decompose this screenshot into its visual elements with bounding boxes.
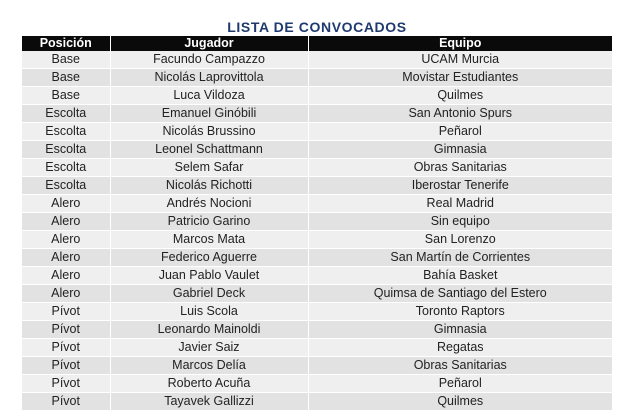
cell-player: Juan Pablo Vaulet — [110, 267, 308, 285]
table-row — [22, 321, 612, 339]
cell-player: Gabriel Deck — [110, 285, 308, 303]
cell-team: Peñarol — [308, 123, 612, 141]
cell-player: Selem Safar — [110, 159, 308, 177]
cell-position: Alero — [22, 195, 110, 213]
cell-player: Roberto Acuña — [110, 375, 308, 393]
column-header-position: Posición — [22, 36, 110, 51]
cell-team: San Martín de Corrientes — [308, 249, 612, 267]
cell-position: Escolta — [22, 141, 110, 159]
cell-player: Marcos Delía — [110, 357, 308, 375]
header-row — [22, 36, 612, 51]
table-row — [22, 303, 612, 321]
cell-position: Pívot — [22, 357, 110, 375]
roster-table — [22, 36, 612, 411]
cell-team: Gimnasia — [308, 321, 612, 339]
table-row — [22, 195, 612, 213]
cell-team: Iberostar Tenerife — [308, 177, 612, 195]
cell-position: Alero — [22, 231, 110, 249]
column-header-player: Jugador — [110, 36, 308, 51]
cell-team: Real Madrid — [308, 195, 612, 213]
table-row — [22, 87, 612, 105]
table-row — [22, 159, 612, 177]
cell-player: Luis Scola — [110, 303, 308, 321]
table-header — [22, 36, 612, 51]
cell-team: Gimnasia — [308, 141, 612, 159]
roster-container — [22, 18, 612, 411]
cell-player: Leonardo Mainoldi — [110, 321, 308, 339]
table-row — [22, 285, 612, 303]
table-row — [22, 69, 612, 87]
cell-team: San Antonio Spurs — [308, 105, 612, 123]
cell-player: Tayavek Gallizzi — [110, 393, 308, 411]
table-row — [22, 213, 612, 231]
cell-position: Escolta — [22, 105, 110, 123]
cell-team: Obras Sanitarias — [308, 357, 612, 375]
cell-player: Federico Aguerre — [110, 249, 308, 267]
table-row — [22, 141, 612, 159]
table-row — [22, 357, 612, 375]
cell-team: Toronto Raptors — [308, 303, 612, 321]
table-row — [22, 267, 612, 285]
cell-player: Facundo Campazzo — [110, 51, 308, 69]
table-body — [22, 51, 612, 411]
table-row — [22, 249, 612, 267]
cell-team: Bahía Basket — [308, 267, 612, 285]
column-header-team: Equipo — [308, 36, 612, 51]
cell-player: Emanuel Ginóbili — [110, 105, 308, 123]
cell-team: Quimsa de Santiago del Estero — [308, 285, 612, 303]
cell-team: Obras Sanitarias — [308, 159, 612, 177]
cell-position: Alero — [22, 249, 110, 267]
cell-team: Movistar Estudiantes — [308, 69, 612, 87]
table-row — [22, 105, 612, 123]
cell-team: Peñarol — [308, 375, 612, 393]
table-row — [22, 231, 612, 249]
table-row — [22, 339, 612, 357]
cell-team: Regatas — [308, 339, 612, 357]
cell-player: Marcos Mata — [110, 231, 308, 249]
cell-position: Escolta — [22, 123, 110, 141]
cell-player: Nicolás Laprovittola — [110, 69, 308, 87]
table-row — [22, 51, 612, 69]
cell-player: Luca Vildoza — [110, 87, 308, 105]
cell-position: Pívot — [22, 393, 110, 411]
cell-team: Quilmes — [308, 393, 612, 411]
cell-player: Nicolás Richotti — [110, 177, 308, 195]
cell-team: Sin equipo — [308, 213, 612, 231]
cell-player: Nicolás Brussino — [110, 123, 308, 141]
cell-position: Base — [22, 51, 110, 69]
table-row — [22, 123, 612, 141]
cell-position: Alero — [22, 213, 110, 231]
table-row — [22, 177, 612, 195]
cell-position: Pívot — [22, 321, 110, 339]
cell-position: Base — [22, 69, 110, 87]
page-title: LISTA DE CONVOCADOS — [227, 19, 407, 35]
cell-team: Quilmes — [308, 87, 612, 105]
cell-position: Alero — [22, 267, 110, 285]
cell-team: San Lorenzo — [308, 231, 612, 249]
cell-position: Base — [22, 87, 110, 105]
cell-player: Patricio Garino — [110, 213, 308, 231]
cell-position: Pívot — [22, 375, 110, 393]
cell-position: Alero — [22, 285, 110, 303]
table-row — [22, 375, 612, 393]
cell-player: Javier Saiz — [110, 339, 308, 357]
table-row — [22, 393, 612, 411]
cell-team: UCAM Murcia — [308, 51, 612, 69]
cell-position: Escolta — [22, 177, 110, 195]
cell-position: Escolta — [22, 159, 110, 177]
cell-player: Andrés Nocioni — [110, 195, 308, 213]
cell-position: Pívot — [22, 339, 110, 357]
cell-player: Leonel Schattmann — [110, 141, 308, 159]
cell-position: Pívot — [22, 303, 110, 321]
